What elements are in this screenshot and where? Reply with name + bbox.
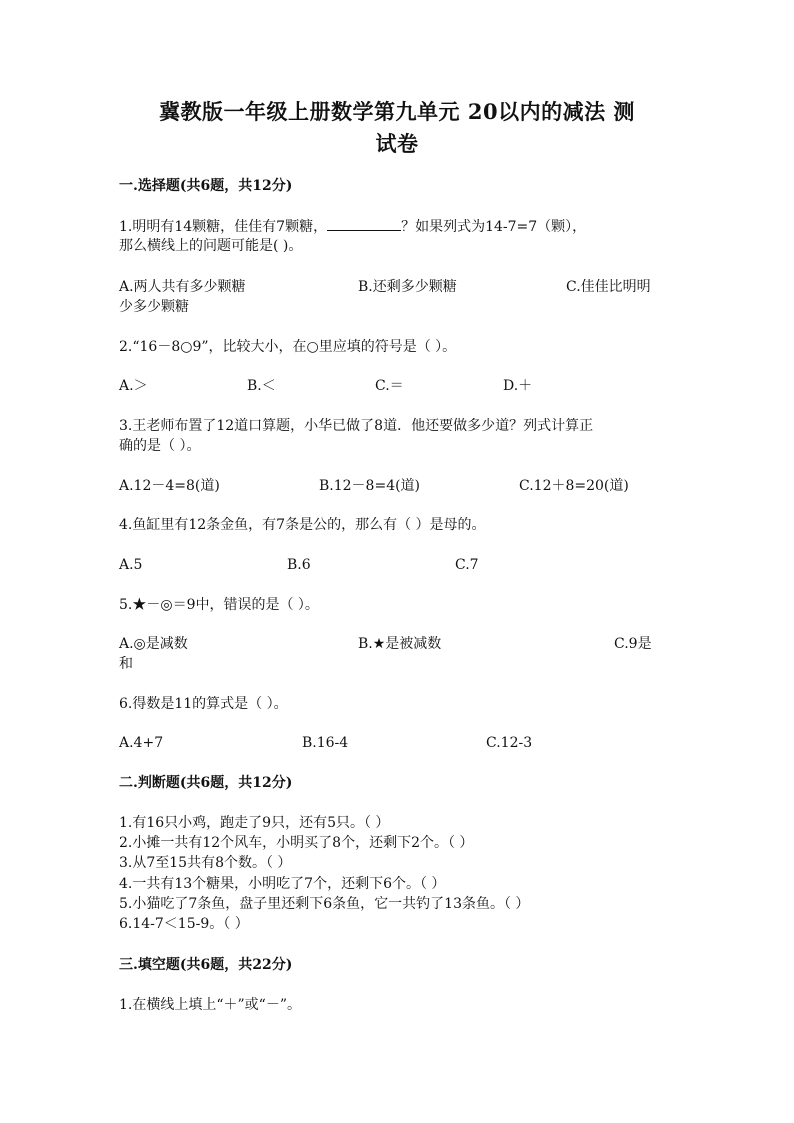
question-1-text-b: ？如果列式为14-7=7（颗）， [401,219,587,235]
title-line-1: 冀教版一年级上册数学第九单元 20以内的减法 测 [159,99,635,124]
question-2-option-d[interactable]: D.＋ [503,378,533,394]
judgment-item-6: 6.14-7＜15-9。（ ） [119,916,249,932]
question-3-option-a[interactable]: A.12－4=8(道) [119,478,220,494]
question-5-option-b[interactable]: B.★是被减数 [358,636,442,652]
question-6-option-a[interactable]: A.4+7 [119,735,164,751]
question-4-option-a[interactable]: A.5 [119,557,143,573]
question-3-option-c[interactable]: C.12＋8=20(道) [519,478,629,494]
question-5-option-c-continued: 和 [119,656,133,672]
question-1-line-1 [119,216,586,237]
question-1-option-c[interactable]: C.佳佳比明明 [566,279,651,295]
question-2-option-a[interactable]: A.＞ [119,378,148,394]
judgment-item-2: 2.小摊一共有12个风车，小明买了8个，还剩下2个。（ ） [119,835,474,851]
question-4-option-b[interactable]: B.6 [287,557,311,573]
question-6-option-c[interactable]: C.12-3 [486,735,533,751]
question-2-option-b[interactable]: B.＜ [247,378,276,394]
judgment-item-3: 3.从7至15共有8个数。（ ） [119,855,292,871]
question-4-option-c[interactable]: C.7 [455,557,479,573]
question-5-option-a[interactable]: A.◎是减数 [119,636,188,652]
judgment-item-1: 1.有16只小鸡，跑走了9只，还有5只。（ ） [119,815,390,831]
section-heading-choice: 一.选择题(共6题，共12分) [119,178,293,194]
question-1-line-2: 那么横线上的问题可能是( )。 [119,238,303,254]
question-3-line-2: 确的是（ ）。 [119,438,201,454]
question-6-option-b[interactable]: B.16-4 [302,735,349,751]
question-3-line-1: 3.王老师布置了12道口算题，小华已做了8道．他还要做多少道？列式计算正 [119,418,594,434]
question-4-text: 4.鱼缸里有12条金鱼，有7条是公的，那么有（ ）是母的。 [119,517,486,533]
question-5-option-c[interactable]: C.9是 [614,636,652,652]
fill-item-1: 1.在横线上填上“＋”或“－”。 [119,997,301,1013]
question-5-text: 5.★－◎＝9中，错误的是（ ）。 [119,597,319,613]
judgment-item-5: 5.小猫吃了7条鱼，盘子里还剩下6条鱼，它一共钓了13条鱼。（ ） [119,896,530,912]
section-heading-true-false: 二.判断题(共6题，共12分) [119,775,293,791]
answer-blank-line [327,216,401,231]
judgment-item-4: 4.一共有13个糖果，小明吃了7个，还剩下6个。（ ） [119,876,446,892]
question-1-option-b[interactable]: B.还剩多少颗糖 [358,279,457,295]
question-6-text: 6.得数是11的算式是（ ）。 [119,696,288,712]
question-1-text-a: 1.明明有14颗糖，佳佳有7颗糖， [119,219,328,235]
page-title [110,96,684,160]
section-heading-fill-blank: 三.填空题(共6题，共22分) [119,957,293,973]
question-3-option-b[interactable]: B.12－8=4(道) [319,478,421,494]
question-2-option-c[interactable]: C.＝ [375,378,404,394]
question-1-option-a[interactable]: A.两人共有多少颗糖 [119,279,246,295]
question-1-option-c-continued: 少多少颗糖 [119,299,189,315]
question-2-text: 2.“16－8○9”，比较大小，在○里应填的符号是（ ）。 [119,339,457,355]
title-line-2: 试卷 [375,131,419,156]
